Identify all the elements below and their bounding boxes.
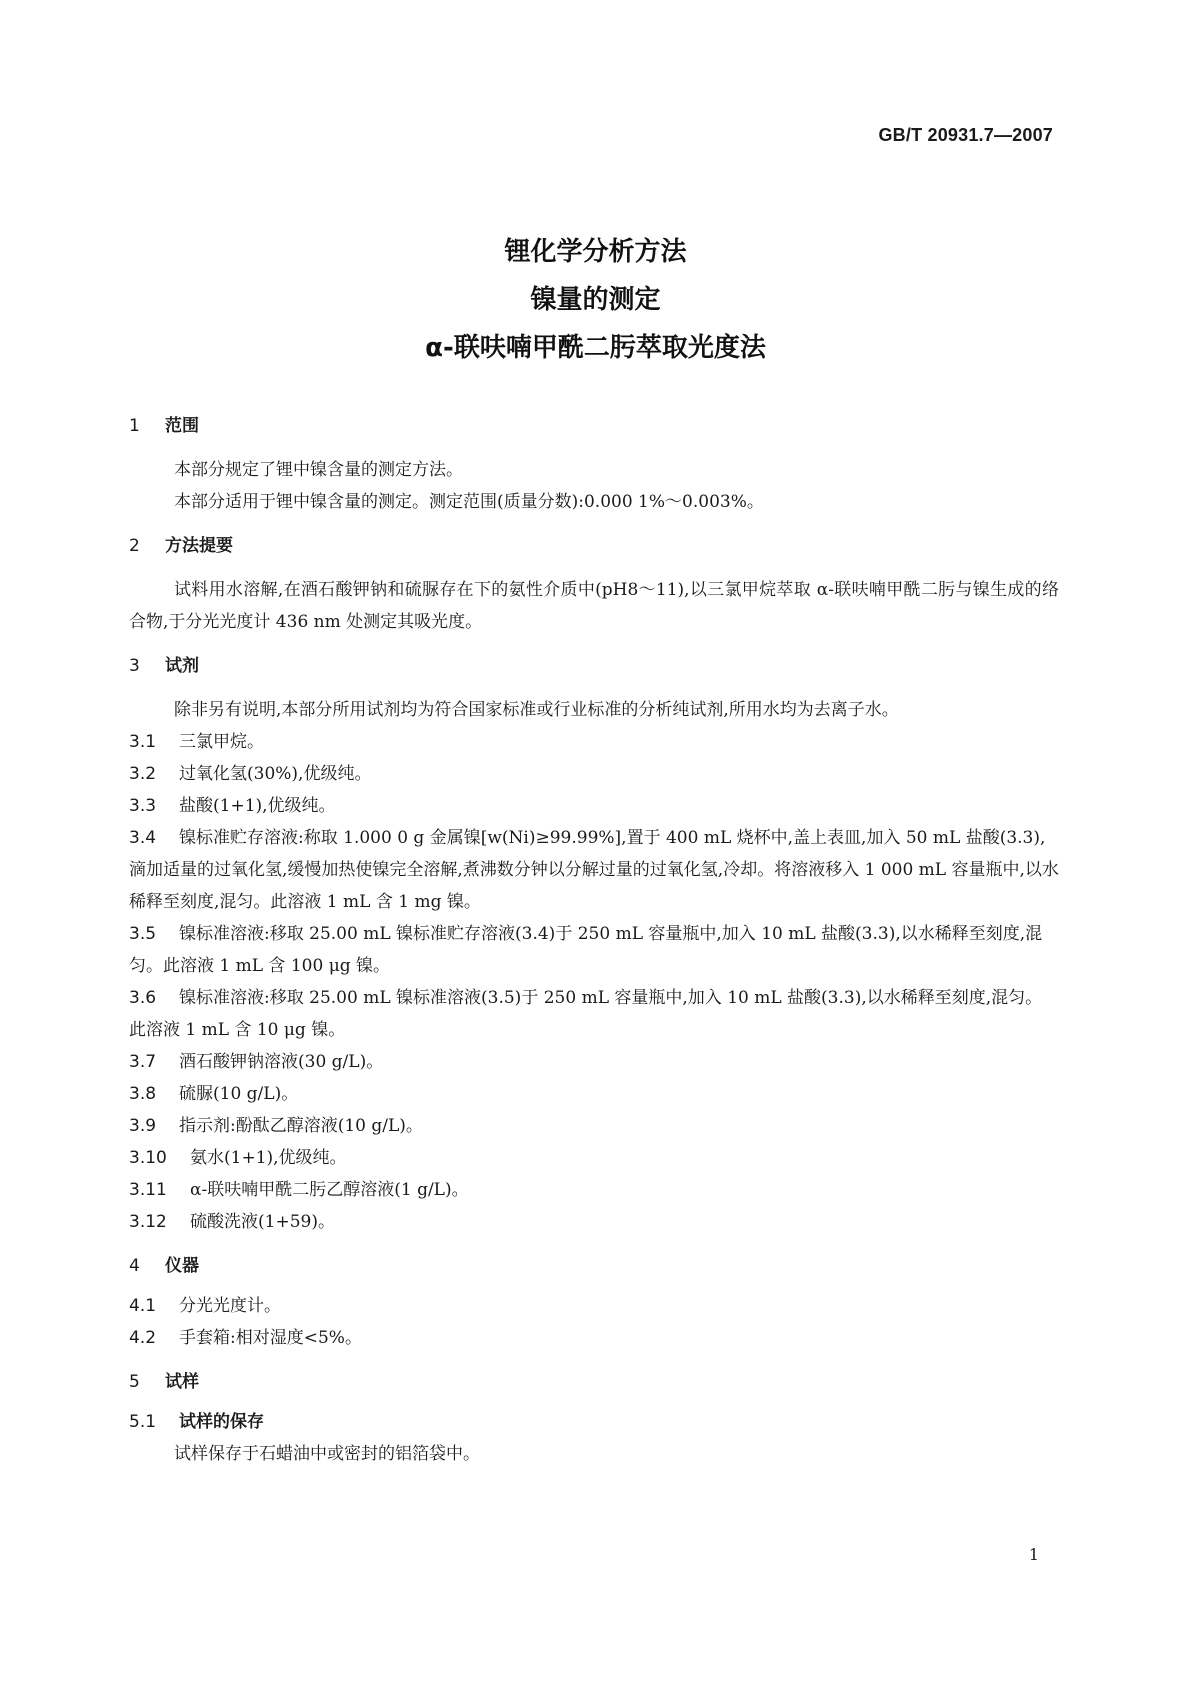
list-item — [129, 1046, 1059, 1078]
list-item — [129, 1174, 1059, 1206]
list-item — [129, 918, 1059, 982]
item-number: 3.2 — [129, 764, 157, 784]
section-title: 方法提要 — [165, 536, 233, 556]
list-item — [129, 1206, 1059, 1238]
list-item — [129, 790, 1059, 822]
section-title: 试样 — [165, 1372, 199, 1392]
item-text: 氨水(1+1),优级纯。 — [190, 1148, 347, 1168]
item-number: 3.10 — [129, 1148, 167, 1168]
section-title: 试剂 — [165, 656, 199, 676]
item-text: 分光光度计。 — [179, 1296, 281, 1316]
list-item — [129, 1078, 1059, 1110]
list-item — [129, 1110, 1059, 1142]
section-5-heading — [129, 1366, 1059, 1398]
paragraph: 除非另有说明,本部分所用试剂均为符合国家标准或行业标准的分析纯试剂,所用水均为去离子水。 — [174, 700, 899, 720]
section-title: 范围 — [165, 416, 199, 436]
item-text: 硫酸洗液(1+59)。 — [190, 1212, 335, 1232]
document-title — [0, 228, 1191, 372]
item-text: 酒石酸钾钠溶液(30 g/L)。 — [179, 1052, 384, 1072]
item-text: 镍标准溶液:移取 25.00 mL 镍标准贮存溶液(3.4)于 250 mL 容量瓶中,加入 10 mL 盐酸(3.3),以水稀释至刻度,混匀。此溶液 1 mL 含 100 μg 镍。 — [129, 924, 1043, 976]
item-number: 3.12 — [129, 1212, 167, 1232]
item-text: 指示剂:酚酞乙醇溶液(10 g/L)。 — [179, 1116, 423, 1136]
title-line-2: 镍量的测定 — [530, 285, 661, 315]
list-item — [129, 758, 1059, 790]
item-number: 3.11 — [129, 1180, 167, 1200]
item-text: 手套箱:相对湿度<5%。 — [179, 1328, 362, 1348]
section-number: 1 — [129, 416, 140, 436]
list-item — [129, 1322, 1059, 1354]
item-number: 3.4 — [129, 828, 157, 848]
item-text: 三氯甲烷。 — [179, 732, 264, 752]
title-line-1: 锂化学分析方法 — [504, 237, 687, 267]
section-2-heading — [129, 530, 1059, 562]
subsection-heading — [129, 1406, 1059, 1438]
item-number: 4.1 — [129, 1296, 157, 1316]
list-item — [129, 1290, 1059, 1322]
paragraph: 试样保存于石蜡油中或密封的铝箔袋中。 — [174, 1444, 480, 1464]
item-text: α-联呋喃甲酰二肟乙醇溶液(1 g/L)。 — [190, 1180, 469, 1200]
subsection-number: 5.1 — [129, 1412, 157, 1432]
section-title: 仪器 — [165, 1256, 199, 1276]
item-number: 3.7 — [129, 1052, 157, 1072]
item-text: 过氧化氢(30%),优级纯。 — [179, 764, 372, 784]
section-number: 5 — [129, 1372, 140, 1392]
list-item — [129, 982, 1059, 1046]
title-line-3: α-联呋喃甲酰二肟萃取光度法 — [425, 333, 766, 363]
list-item — [129, 726, 1059, 758]
section-1-heading — [129, 410, 1059, 442]
paragraph: 试料用水溶解,在酒石酸钾钠和硫脲存在下的氨性介质中(pH8～11),以三氯甲烷萃取 α-联呋喃甲酰二肟与镍生成的络合物,于分光光度计 436 nm 处测定其吸光度。 — [129, 580, 1059, 632]
item-text: 硫脲(10 g/L)。 — [179, 1084, 299, 1104]
list-item — [129, 1142, 1059, 1174]
section-4-heading — [129, 1250, 1059, 1282]
item-number: 3.1 — [129, 732, 157, 752]
item-text: 镍标准贮存溶液:称取 1.000 0 g 金属镍[w(Ni)≥99.99%],置于 400 mL 烧杯中,盖上表皿,加入 50 mL 盐酸(3.3),滴加适量的过氧化氢,缓慢加热使镍完全溶解,煮沸数分钟以分解过量的过氧化氢,冷却。将溶液移入 1 000 mL 容量瓶中,以水稀释至刻度,混匀。此溶液 1 mL 含 1 mg 镍。 — [129, 828, 1059, 912]
item-number: 3.6 — [129, 988, 157, 1008]
section-3-heading — [129, 650, 1059, 682]
section-number: 4 — [129, 1256, 140, 1276]
item-number: 4.2 — [129, 1328, 157, 1348]
standard-code: GB/T 20931.7—2007 — [878, 125, 1053, 145]
document-body — [129, 410, 1059, 1470]
item-number: 3.3 — [129, 796, 157, 816]
item-text: 盐酸(1+1),优级纯。 — [179, 796, 336, 816]
paragraph: 本部分适用于锂中镍含量的测定。测定范围(质量分数):0.000 1%～0.003%。 — [174, 492, 764, 512]
paragraph: 本部分规定了锂中镍含量的测定方法。 — [174, 460, 463, 480]
item-number: 3.5 — [129, 924, 157, 944]
item-text: 镍标准溶液:移取 25.00 mL 镍标准溶液(3.5)于 250 mL 容量瓶中,加入 10 mL 盐酸(3.3),以水稀释至刻度,混匀。此溶液 1 mL 含 10 μg 镍。 — [129, 988, 1043, 1040]
page-number: 1 — [1028, 1545, 1039, 1564]
section-number: 2 — [129, 536, 140, 556]
item-number: 3.8 — [129, 1084, 157, 1104]
item-number: 3.9 — [129, 1116, 157, 1136]
list-item — [129, 822, 1059, 918]
section-number: 3 — [129, 656, 140, 676]
subsection-title: 试样的保存 — [179, 1412, 264, 1432]
